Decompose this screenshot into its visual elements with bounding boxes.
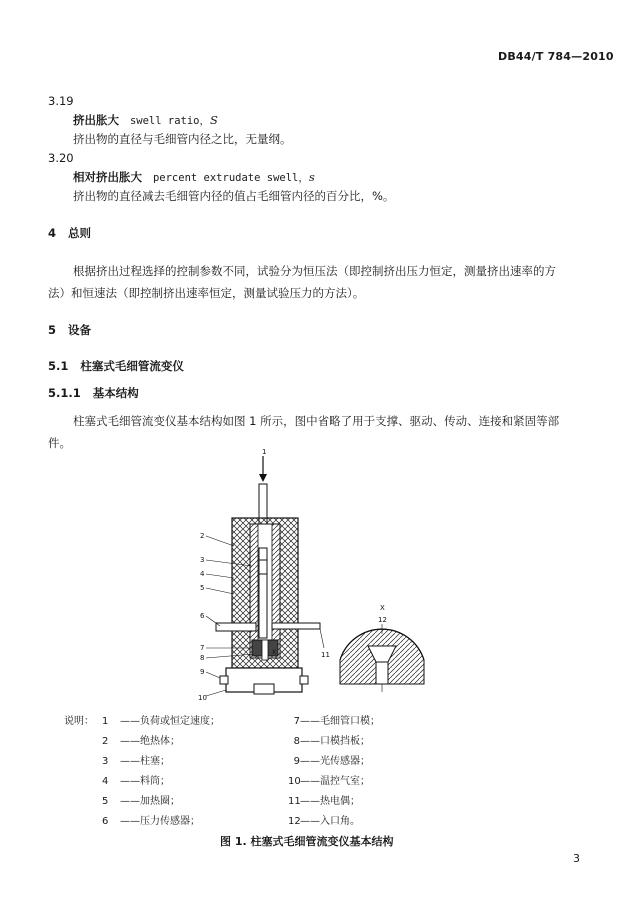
callout-12: 12 [378, 616, 387, 624]
callout-1: 1 [262, 448, 267, 456]
load-arrow-head-icon [259, 474, 267, 482]
light-sensor [220, 676, 228, 684]
barrel-wall-left [250, 524, 258, 658]
callout-10: 10 [198, 694, 207, 702]
section-3-20-number: 3.20 [48, 151, 74, 165]
section-4-number: 4 [48, 226, 57, 240]
detail-view-x [340, 604, 424, 692]
section-5-1-1-para-line2: 件。 [48, 436, 71, 450]
legend-item: 12——入口角。 [288, 816, 360, 827]
callout-11: 11 [321, 651, 330, 659]
callout-2: 2 [200, 532, 205, 540]
legend-right-column [288, 712, 380, 832]
section-4-heading [48, 225, 91, 241]
callout-9: 9 [200, 668, 205, 676]
section-5-1-heading [48, 358, 184, 374]
section-4-para-line1: 根据挤出过程选择的控制参数不同，试验分为恒压法（即控制挤出压力恒定，测量挤出速率的方 [73, 264, 556, 278]
section-5-1-number: 5.1 [48, 359, 69, 373]
section-5-number: 5 [48, 323, 57, 337]
section-5-title: 设备 [68, 323, 92, 337]
doc-code: DB44/T 784—2010 [498, 50, 614, 63]
legend-item: 11——热电偶； [288, 796, 360, 807]
legend-item: 9——光传感器； [293, 756, 370, 767]
section-3-19-number: 3.19 [48, 94, 74, 108]
legend-left-column [102, 712, 220, 832]
term-zh: 相对挤出胀大 [73, 170, 142, 184]
legend-item: 10——温控气室； [288, 776, 370, 787]
term-en: percent extrudate swell， [152, 172, 309, 184]
detail-label: X [380, 604, 385, 612]
thermocouple [272, 623, 320, 629]
section-3-19-definition: 挤出物的直径与毛细管内径之比，无量纲。 [73, 132, 292, 146]
legend-item: 8——口模挡板； [293, 736, 370, 747]
section-4-para-line2: 法）和恒速法（即控制挤出速率恒定，测量试验压力的方法）。 [48, 286, 365, 300]
callout-7: 7 [200, 644, 205, 652]
rheometer-diagram [180, 448, 440, 706]
callout-6: 6 [200, 612, 205, 620]
section-5-1-title: 柱塞式毛细管流变仪 [80, 359, 184, 373]
section-4-title: 总则 [68, 226, 92, 240]
legend-item: 4 ——料筒； [102, 776, 170, 787]
callout-4: 4 [200, 570, 205, 578]
term-symbol: S [210, 113, 218, 127]
legend-item: 3 ——柱塞； [102, 756, 170, 767]
section-5-1-1-title: 基本结构 [92, 386, 139, 400]
section-5-heading [48, 322, 91, 338]
legend-item: 7——毛细管口模； [293, 716, 380, 727]
pressure-transducer [216, 623, 256, 631]
callout-8: 8 [200, 654, 205, 662]
figure-caption: 图 1. 柱塞式毛细管流变仪基本结构 [220, 835, 394, 848]
detail-mark-x: X [272, 649, 277, 656]
section-5-1-1-heading [48, 385, 139, 401]
section-3-19-term [73, 112, 218, 129]
term-symbol: s [308, 170, 315, 184]
legend-item: 6 ——压力传感器； [102, 816, 200, 827]
barrel-wall-right [272, 524, 280, 658]
callout-3: 3 [200, 556, 205, 564]
section-3-20-definition: 挤出物的直径减去毛细管内径的值占毛细管内径的百分比，%。 [73, 189, 395, 203]
page-number: 3 [573, 852, 580, 865]
section-5-1-1-number: 5.1.1 [48, 386, 81, 400]
section-5-1-1-para-line1: 柱塞式毛细管流变仪基本结构如图 1 所示，图中省略了用于支撑、驱动、传动、连接和紧固等部 [73, 414, 560, 428]
section-3-20-term [73, 169, 315, 186]
term-en: swell ratio， [129, 115, 211, 127]
legend-item: 5 ——加热圈； [102, 796, 180, 807]
legend-item: 2 ——绝热体； [102, 736, 180, 747]
legend-prefix: 说明： [64, 716, 94, 727]
legend-item: 1 ——负荷或恒定速度； [102, 716, 220, 727]
term-zh: 挤出胀大 [73, 113, 119, 127]
callout-5: 5 [200, 584, 205, 592]
